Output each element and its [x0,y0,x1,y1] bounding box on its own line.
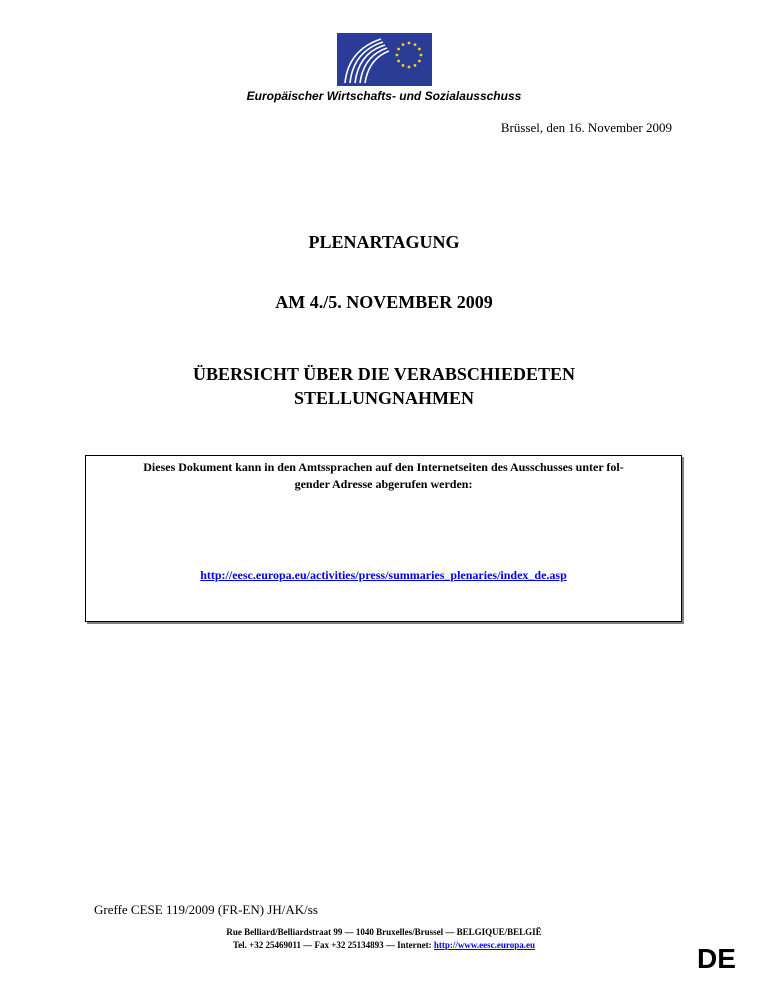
footer-contact [0,940,768,950]
notice-box [85,455,682,622]
language-code: DE [697,943,736,974]
title-session-date: AM 4./5. NOVEMBER 2009 [275,292,493,312]
greffe-reference: Greffe CESE 119/2009 (FR-EN) JH/AK/ss [94,902,318,917]
website-link[interactable]: http://www.eesc.europa.eu [433,940,535,950]
footer-address: Rue Belliard/Belliardstraat 99 — 1040 Bruxelles/Brussel — BELGIQUE/BELGIË [226,927,542,937]
notice-text-line2: gender Adresse abgerufen werden: [294,477,473,491]
document-date: Brüssel, den 16. November 2009 [500,120,672,135]
organization-name: Europäischer Wirtschafts- und Sozialausschuss [246,89,522,103]
notice-text-line1: Dieses Dokument kann in den Amtssprachen auf den Internetseiten des Ausschusses unter fol- [143,460,624,474]
title-overview-line2: STELLUNGNAHMEN [293,388,475,408]
eesc-logo-icon [337,33,432,86]
summaries-link[interactable]: http://eesc.europa.eu/activities/press/summaries_plenaries/index_de.asp [200,568,567,582]
title-overview-line1: ÜBERSICHT ÜBER DIE VERABSCHIEDETEN [193,364,575,384]
title-plenartagung: PLENARTAGUNG [308,232,460,252]
notice-text [96,459,671,493]
footer-contact-prefix: Tel. +32 25469011 — Fax +32 25134893 — Internet: [232,940,434,950]
